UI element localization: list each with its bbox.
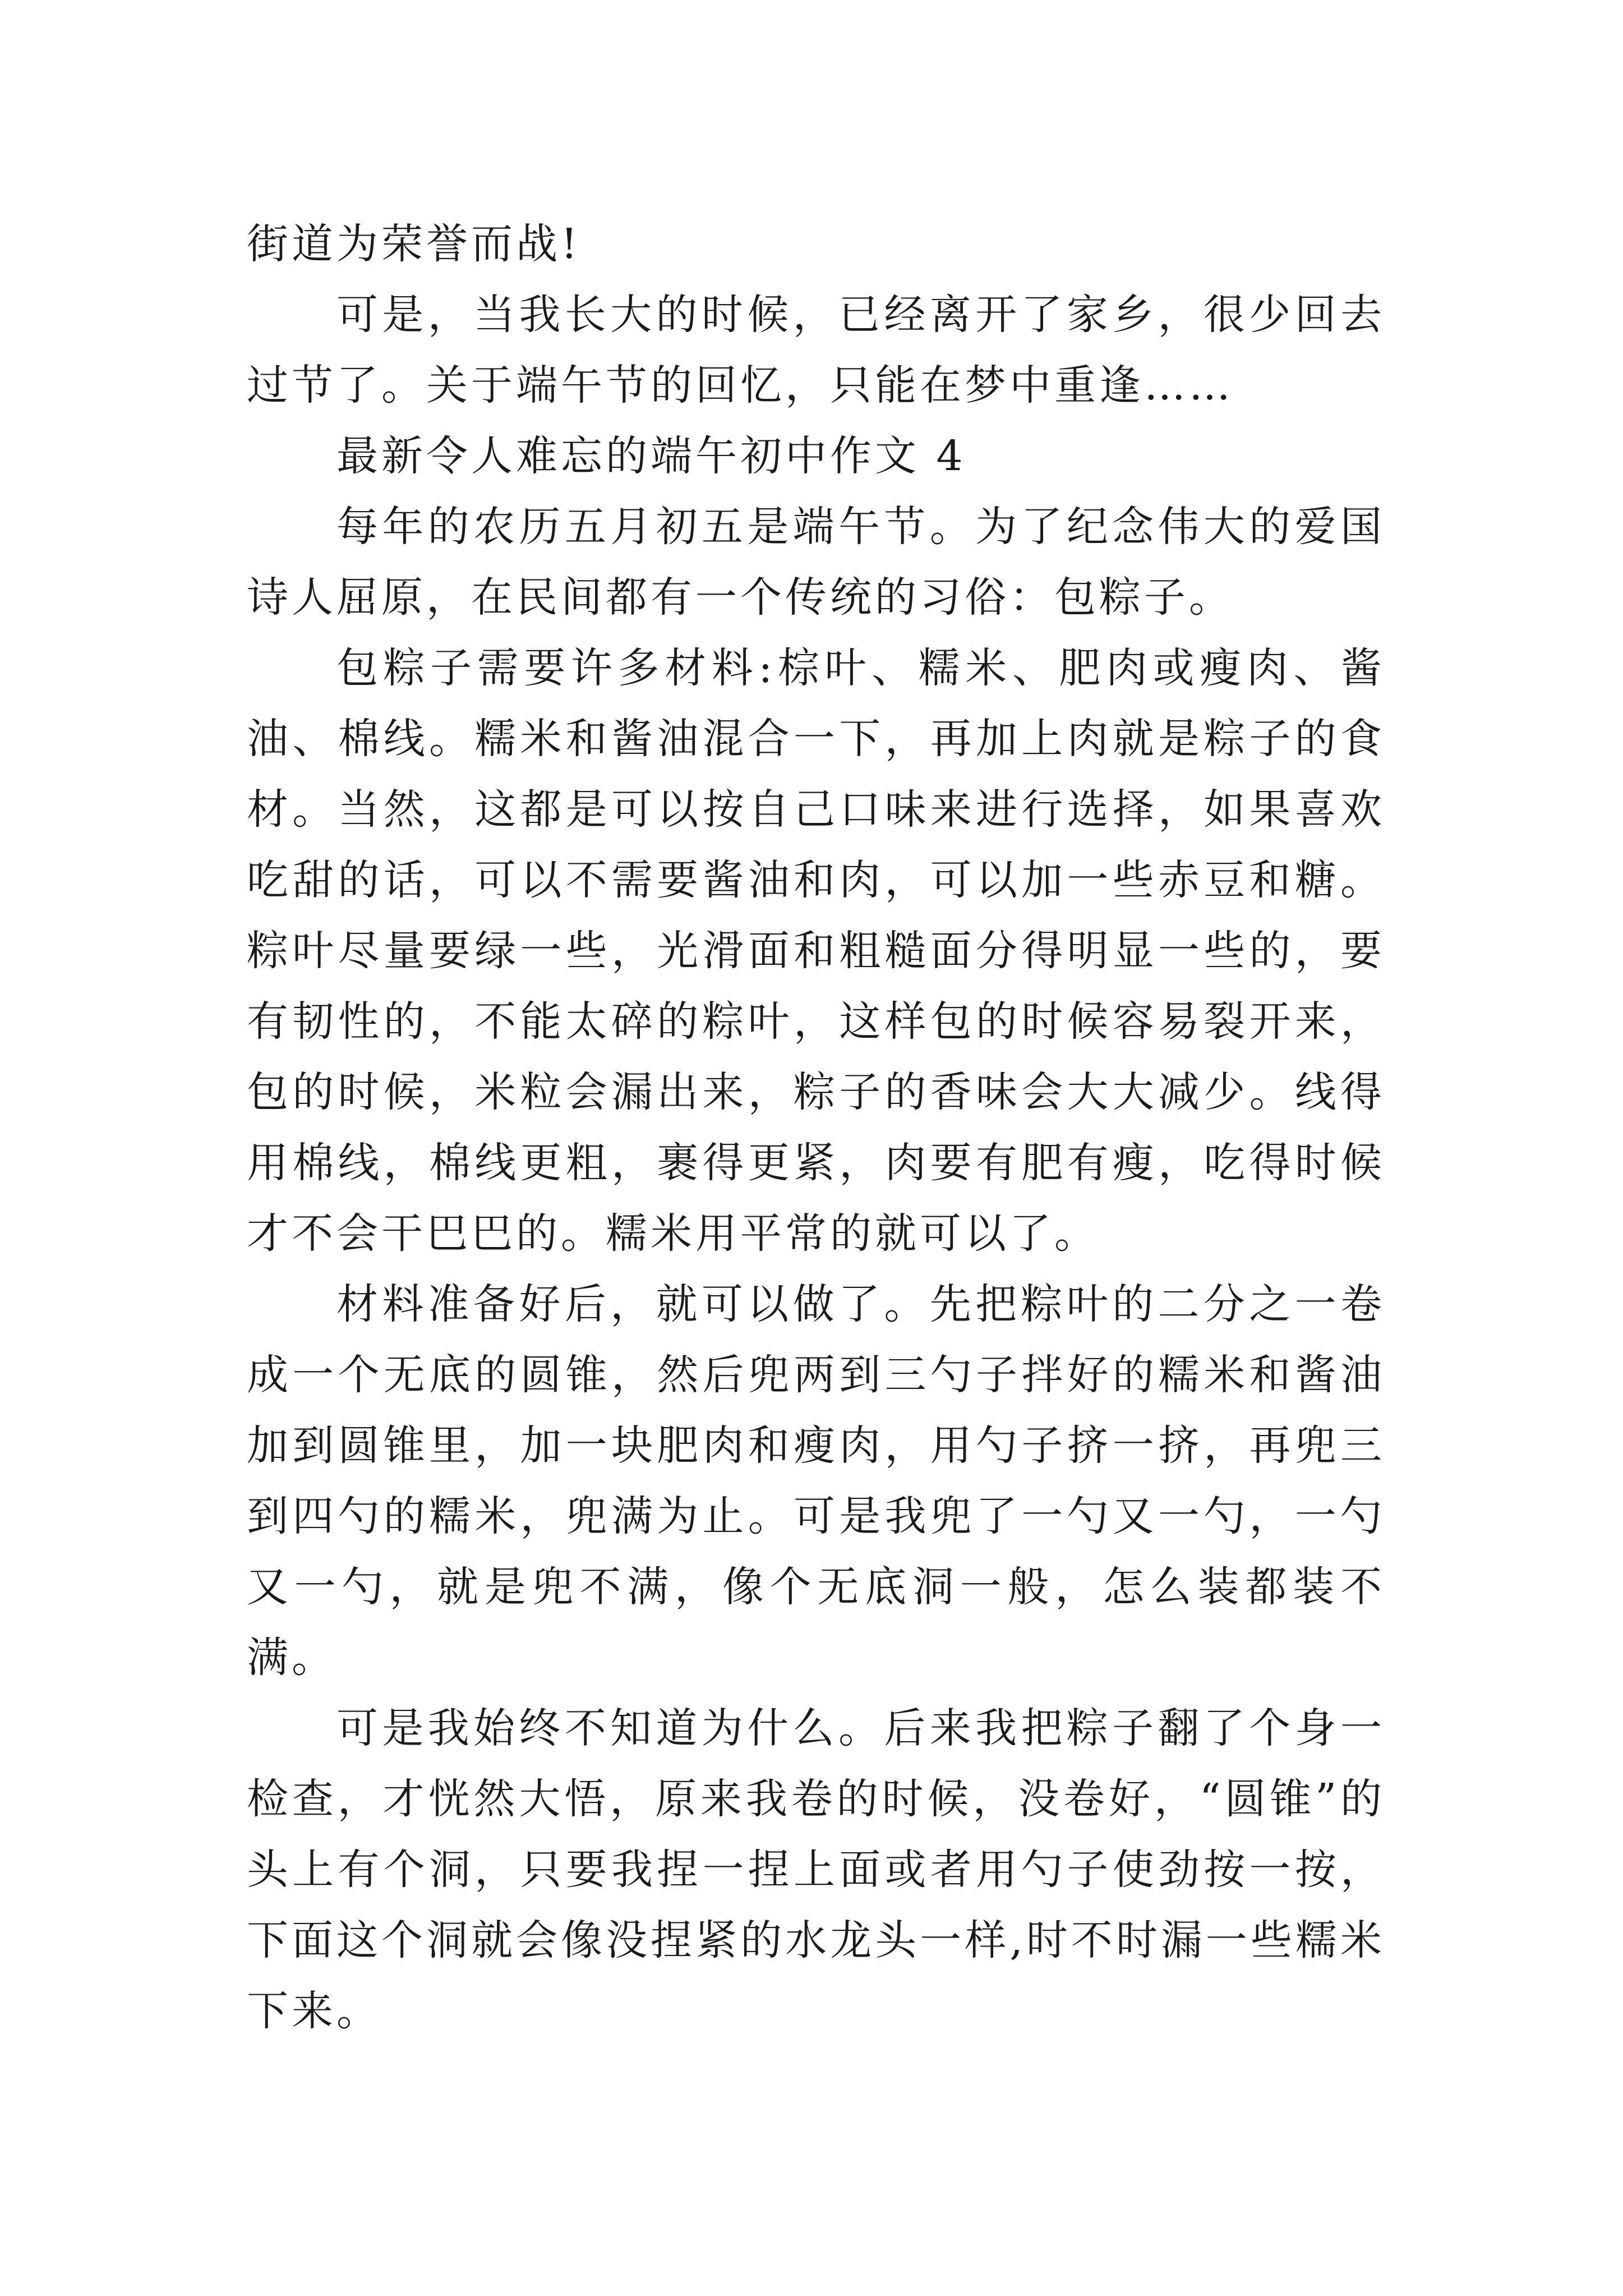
essay-title: 最新令人难忘的端午初中作文 4 — [336, 432, 966, 480]
paragraph-continuation: 街道为荣誉而战! — [247, 220, 581, 268]
paragraph-intro: 每年的农历五月初五是端午节。为了纪念伟大的爱国诗人屈原，在民间都有一个传统的习俗：包粽子。 — [247, 503, 1385, 622]
paragraph-discovery: 可是我始终不知道为什么。后来我把粽子翻了个身一检查，才恍然大悟，原来我卷的时候，没卷好，“圆锥”的头上有个洞，只要我捏一捏上面或者用勺子使劲按一按，下面这个洞就会像没捏紧的水龙头一样,时不时漏一些糯米下来。 — [247, 1704, 1385, 2035]
document-body — [247, 209, 1385, 2046]
paragraph-materials: 包粽子需要许多材料:棕叶、糯米、肥肉或瘦肉、酱油、棉线。糯米和酱油混合一下，再加上肉就是粽子的食材。当然，这都是可以按自己口味来进行选择，如果喜欢吃甜的话，可以不需要酱油和肉，可以加一些赤豆和糖。粽叶尽量要绿一些，光滑面和粗糙面分得明显一些的，要有韧性的，不能太碎的粽叶，这样包的时候容易裂开来，包的时候，米粒会漏出来，粽子的香味会大大减少。线得用棉线，棉线更粗，裹得更紧，肉要有肥有瘦，吃得时候才不会干巴巴的。糯米用平常的就可以了。 — [247, 644, 1385, 1258]
paragraph-making: 材料准备好后，就可以做了。先把粽叶的二分之一卷成一个无底的圆锥，然后兜两到三勺子拌好的糯米和酱油加到圆锥里，加一块肥肉和瘦肉，用勺子挤一挤，再兜三到四勺的糯米，兜满为止。可是我兜了一勺又一勺，一勺又一勺，就是兜不满，像个无底洞一般，怎么装都装不满。 — [247, 1280, 1385, 1682]
paragraph-memory: 可是，当我长大的时候，已经离开了家乡，很少回去过节了。关于端午节的回忆，只能在梦中重逢…… — [247, 291, 1385, 409]
